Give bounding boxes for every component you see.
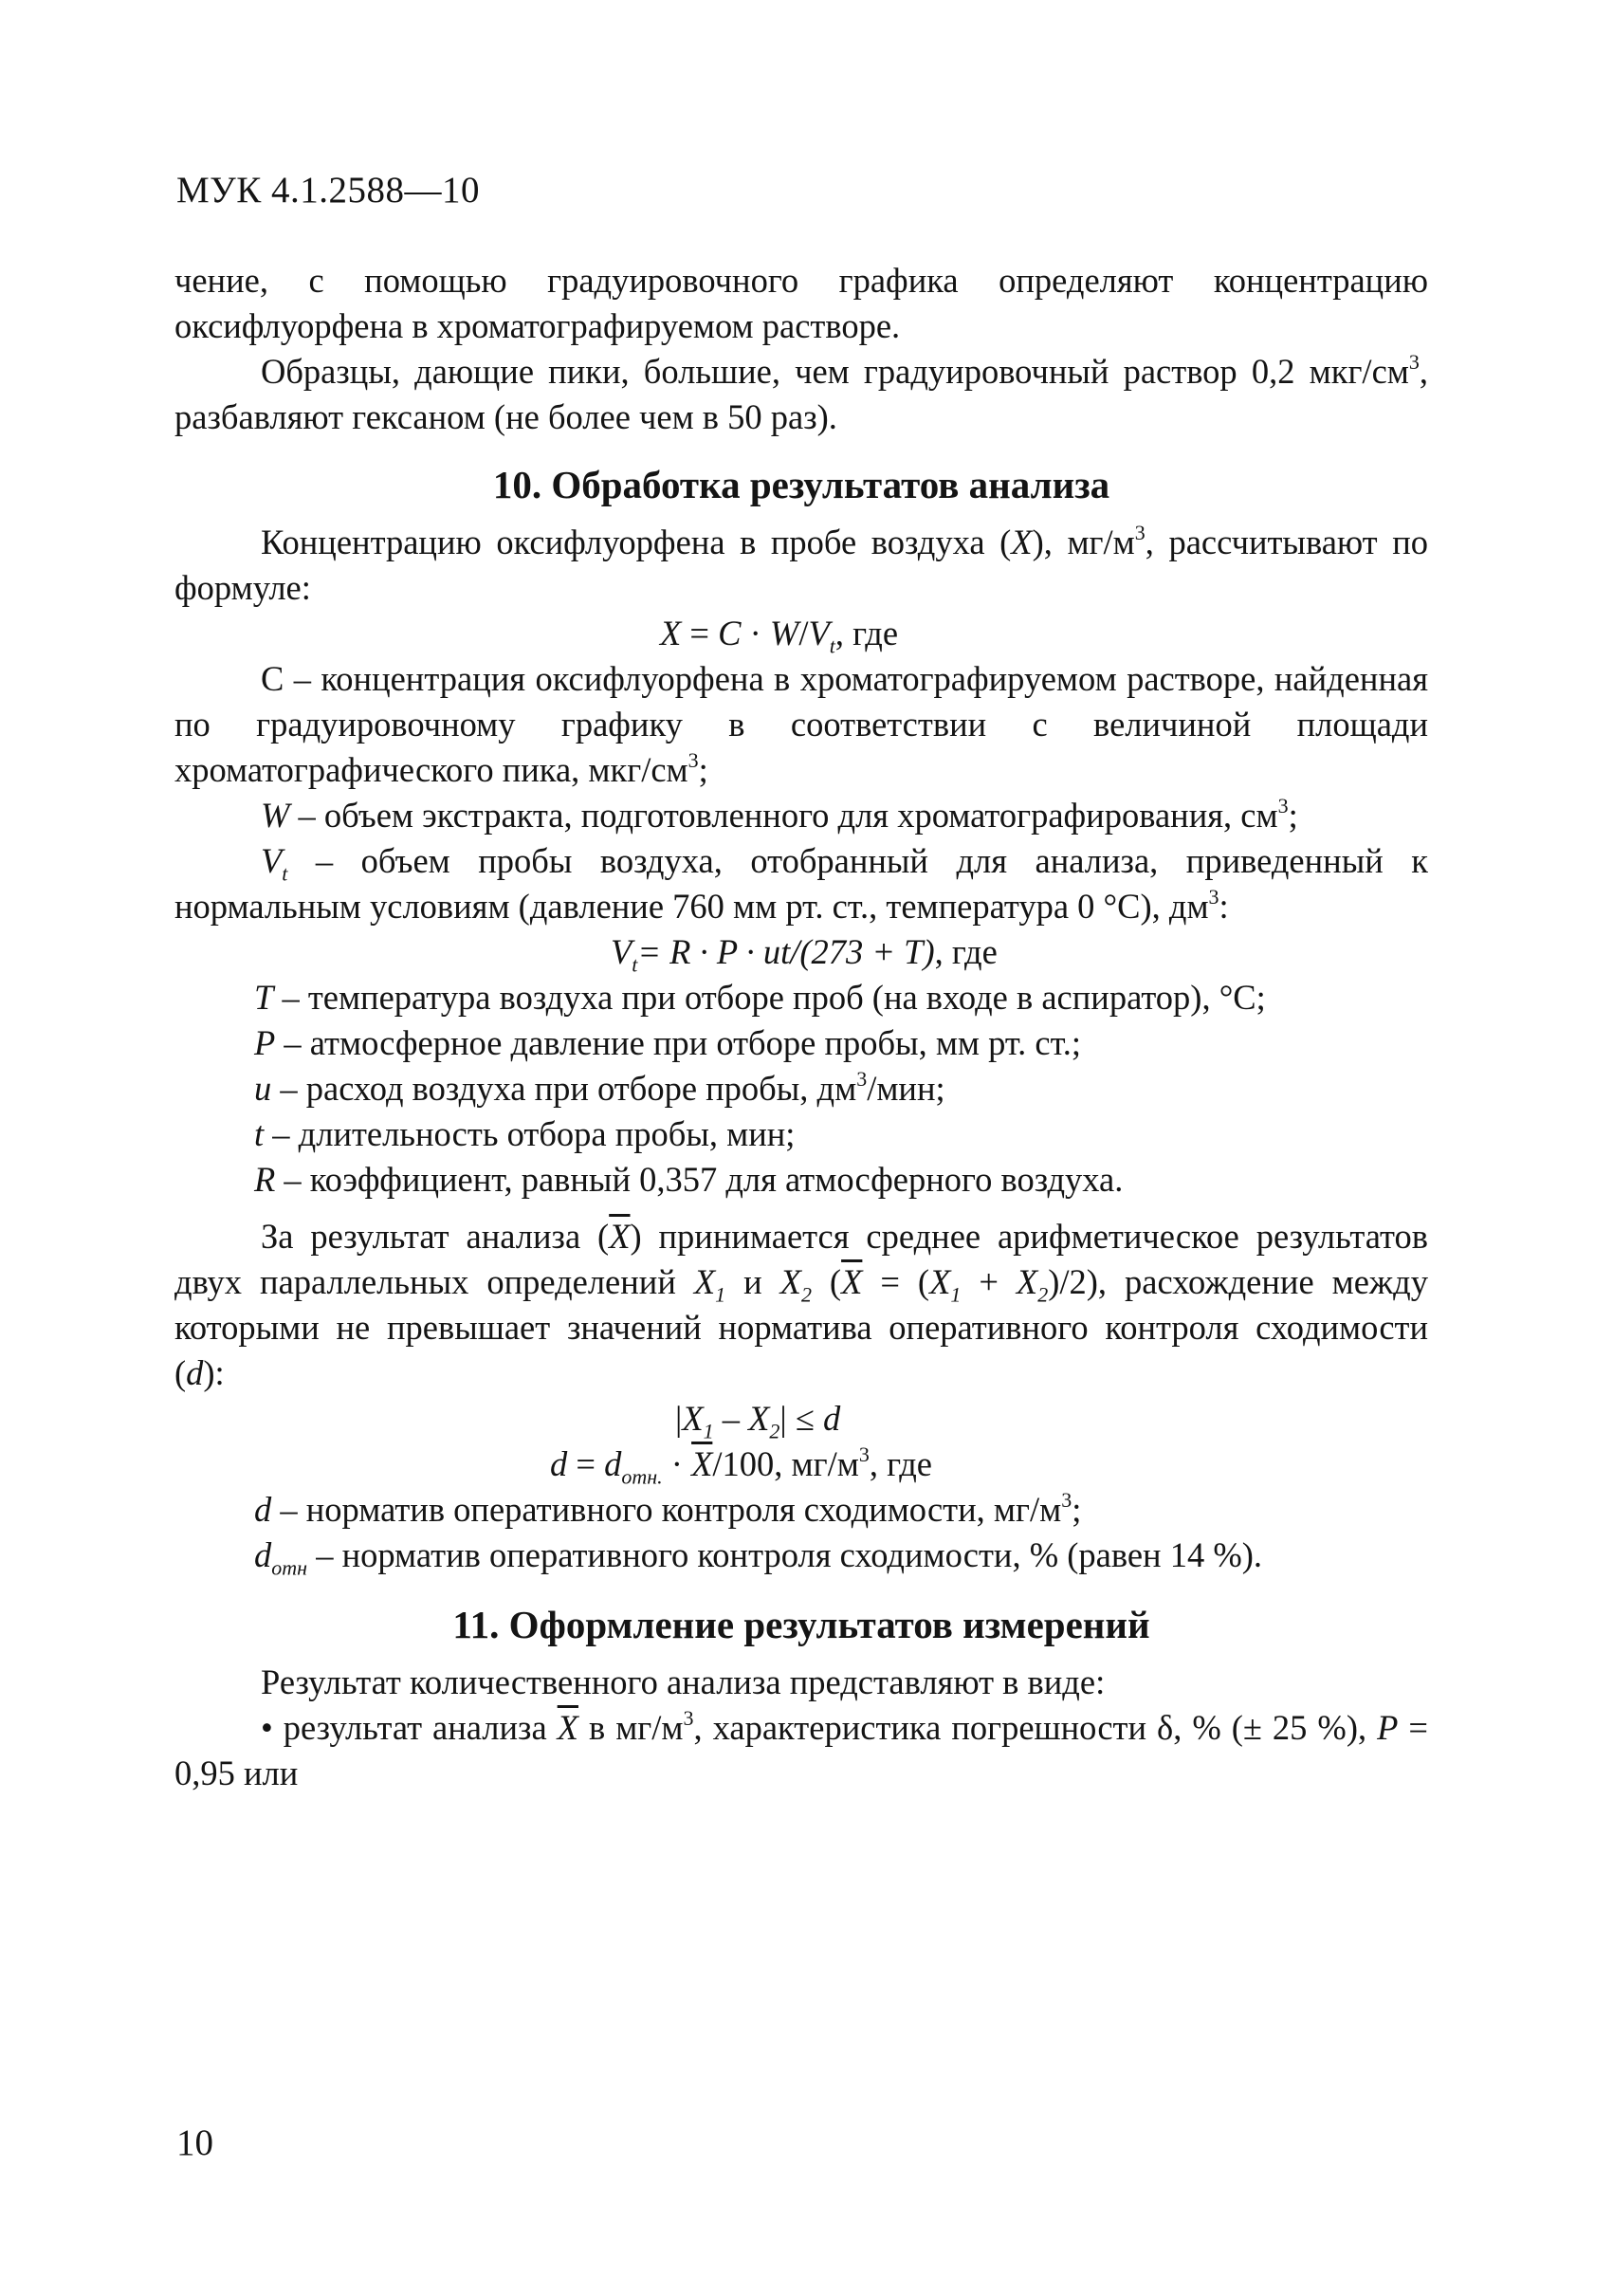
definition-r: R – коэффициент, равный 0,357 для атмосферного воздуха. (254, 1160, 1124, 1199)
definition-c: С – концентрация оксифлуорфена в хроматографируемом растворе, найденная по градуировочному графику в соответствии с величиной площади хроматографического пика, мкг/$см^3$; (174, 659, 1428, 789)
section-11-heading: 11. Оформление результатов измерений (452, 1603, 1150, 1646)
definition-vt: $V_t$ – объем пробы воздуха, отобранный для анализа, приведенный к нормальным условиям (давление 760 мм рт. ст., температура 0 °С), $дм^3$: (174, 841, 1428, 926)
section-10-intro: Концентрацию оксифлуорфена в пробе воздуха (X), $мг/м^3$, рассчитывают по формуле: (174, 520, 1428, 607)
formula-volume: $V_t= R \cdot P \cdot ut/(273 + T)$, где (611, 932, 998, 977)
definition-w: W – объем экстракта, подготовленного для хроматографирования, $см^3$; (261, 793, 1298, 835)
formula-convergence: $|X_1 - X_2| \le d$ (675, 1399, 841, 1443)
bullet-icon: • (261, 1708, 273, 1747)
result-paragraph: За результат анализа $(\overline{X})$ принимается среднее арифметическое результатов двух параллельных определений $X_1$ и $X_2$ $(\overline{X} = (X_1 + X_2)/2)$, расхождение между которыми не превышает значений норматива оперативного контроля сходимости (d): (174, 1217, 1428, 1392)
definition-d: d – норматив оперативного контроля сходимости, $мг/м^3$; (254, 1487, 1082, 1529)
intro-paragraph-2: Образцы, дающие пики, большие, чем градуировочный раствор 0,2 мкг/$см^3$, разбавляют гексаном (не более чем в 50 раз). (174, 349, 1428, 436)
definition-d-otn: $d_{отн}$ – норматив оперативного контроля сходимости, % (равен 14 %). (254, 1535, 1263, 1580)
definition-u: u – расход воздуха при отборе пробы, $дм^3$/мин; (254, 1066, 945, 1108)
intro-paragraph-1: чение, с помощью градуировочного графика определяют концентрацию оксифлуорфена в хроматографируемом растворе. (174, 261, 1428, 345)
formula-d: $d = d_{отн.} \cdot \overline{X}/100$, $мг/м^3$, где (550, 1442, 932, 1489)
section-11-bullet-1: • результат анализа $\overline{X}$ в $мг/м^3$, характеристика погрешности δ, % (± 25 %), P = 0,95 или (174, 1705, 1428, 1792)
document-code-header: МУК 4.1.2588—10 (176, 170, 481, 211)
page-body (174, 258, 1428, 1796)
section-11-intro: Результат количественного анализа представляют в виде: (261, 1662, 1106, 1701)
definition-t: T – температура воздуха при отборе проб (на входе в аспиратор), °С; (254, 978, 1266, 1017)
definition-time: t – длительность отбора пробы, мин; (254, 1114, 796, 1153)
definition-p: P – атмосферное давление при отборе пробы, мм рт. ст.; (254, 1023, 1082, 1062)
section-10-heading: 10. Обработка результатов анализа (492, 463, 1110, 506)
page-number: 10 (176, 2122, 213, 2163)
formula-concentration: $X = C \cdot W/V_t$, где (660, 614, 899, 658)
